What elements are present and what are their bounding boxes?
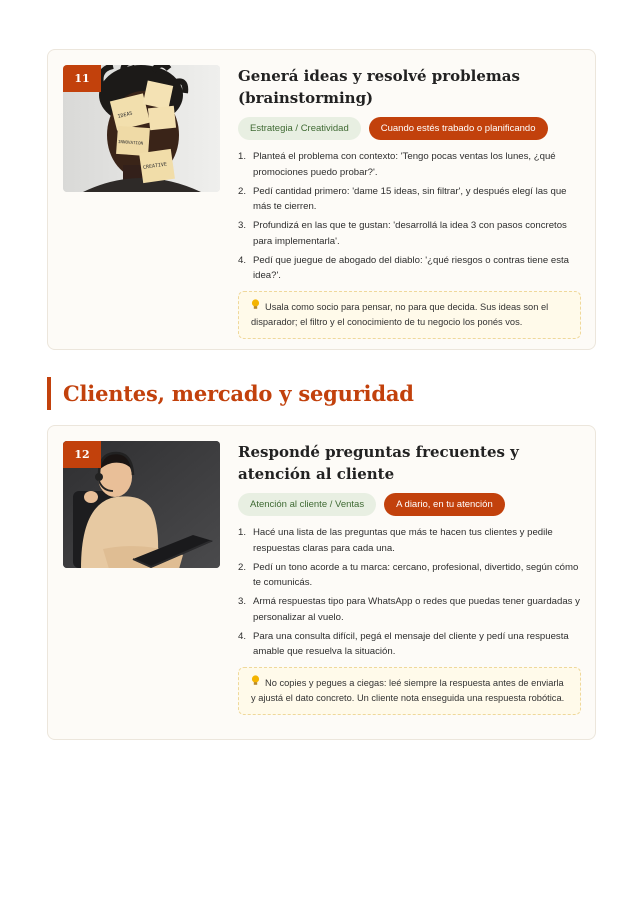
card-photo-sticky-notes <box>63 65 220 192</box>
category-tag: Estrategia / Creatividad <box>238 117 361 140</box>
svg-text:CREATIVE: CREATIVE <box>142 161 168 171</box>
tip-tags <box>238 117 581 140</box>
category-tag: Atención al cliente / Ventas <box>238 493 376 516</box>
tip-tags <box>238 493 581 516</box>
svg-text:INNOVATION: INNOVATION <box>117 138 144 146</box>
steps-list <box>238 525 581 660</box>
tip-number-badge: 12 <box>63 441 101 468</box>
steps-list <box>238 149 581 284</box>
when-tag: A diario, en tu atención <box>384 493 505 516</box>
tip-title: Generá ideas y resolvé problemas (brainstorming) <box>238 67 520 107</box>
tip-card-12 <box>47 425 596 740</box>
tip-callout <box>238 291 581 339</box>
tip-card-11 <box>47 49 596 350</box>
step-item: 3. Armá respuestas tipo para WhatsApp o redes que puedas tener guardadas y personalizar al vuelo. <box>238 596 580 623</box>
step-item: 1. Planteá el problema con contexto: 'Tengo pocas ventas los lunes, ¿qué promociones puedo probar?'. <box>238 151 556 178</box>
section-heading <box>47 377 414 410</box>
svg-text:IDEAS: IDEAS <box>117 110 134 120</box>
step-item: 2. Pedí cantidad primero: 'dame 15 ideas, sin filtrar', y después elegí las que más te cierren. <box>238 185 567 212</box>
lightbulb-icon <box>251 675 261 692</box>
tip-content <box>238 441 581 715</box>
tip-callout <box>238 667 581 715</box>
step-item: 4. Para una consulta difícil, pegá el mensaje del cliente y pedí una respuesta amable que resuelva la situación. <box>238 630 569 657</box>
step-item: 3. Profundizá en las que te gustan: 'desarrollá la idea 3 con pasos concretos para implementarla'. <box>238 220 567 247</box>
tip-title: Respondé preguntas frecuentes y atención al cliente <box>238 443 519 483</box>
tip-text: No copies y pegues a ciegas: leé siempre la respuesta antes de enviarla y ajustá el dato concreto. Un cliente nota enseguida una respuesta robótica. <box>251 677 565 703</box>
card-photo-customer-support <box>63 441 220 568</box>
tip-content <box>238 65 581 339</box>
tip-text: Usala como socio para pensar, no para que decida. Sus ideas son el disparador; el filtro y el conocimiento de tu negocio los ponés vos. <box>251 301 549 327</box>
tip-number-badge: 11 <box>63 65 101 92</box>
step-item: 2. Pedí un tono acorde a tu marca: cercano, profesional, divertido, según cómo te comunicás. <box>238 561 579 588</box>
step-item: 4. Pedí que juegue de abogado del diablo: '¿qué riesgos o contras tiene esta idea?'. <box>238 254 569 281</box>
when-tag: Cuando estés trabado o planificando <box>369 117 548 140</box>
lightbulb-icon <box>251 299 261 316</box>
section-title: Clientes, mercado y seguridad <box>63 381 414 406</box>
step-item: 1. Hacé una lista de las preguntas que más te hacen tus clientes y pedile respuestas claras para cada una. <box>238 527 553 554</box>
